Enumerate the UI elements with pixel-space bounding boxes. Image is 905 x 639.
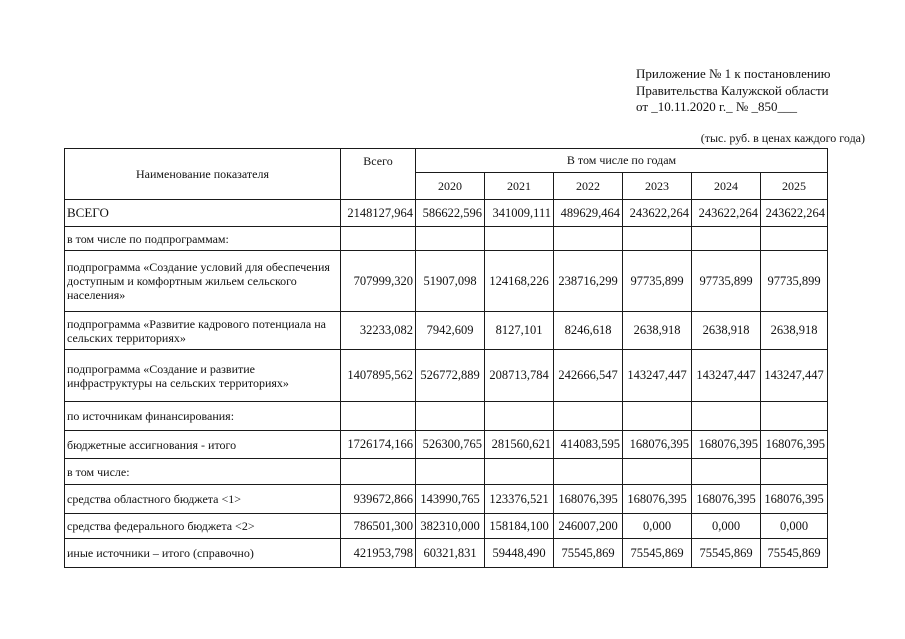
cell-year-value: 242666,547 bbox=[554, 350, 623, 402]
header-year: 2021 bbox=[485, 173, 554, 200]
cell-total: 2148127,964 bbox=[341, 200, 416, 227]
cell-year-value bbox=[692, 227, 761, 251]
table-row bbox=[65, 350, 828, 402]
header-total: Всего bbox=[341, 149, 416, 200]
header-year: 2024 bbox=[692, 173, 761, 200]
cell-year-value: 208713,784 bbox=[485, 350, 554, 402]
cell-year-value: 143247,447 bbox=[623, 350, 692, 402]
cell-year-value bbox=[623, 459, 692, 485]
row-label: в том числе: bbox=[65, 459, 341, 485]
table-row bbox=[65, 539, 828, 568]
cell-year-value: 168076,395 bbox=[761, 485, 828, 514]
cell-year-value: 168076,395 bbox=[692, 485, 761, 514]
units-note: (тыс. руб. в ценах каждого года) bbox=[700, 131, 865, 145]
cell-year-value: 7942,609 bbox=[416, 312, 485, 350]
cell-year-value: 143247,447 bbox=[692, 350, 761, 402]
cell-total: 32233,082 bbox=[341, 312, 416, 350]
cell-year-value: 526772,889 bbox=[416, 350, 485, 402]
row-label: в том числе по подпрограммам: bbox=[65, 227, 341, 251]
cell-year-value: 243622,264 bbox=[692, 200, 761, 227]
cell-year-value bbox=[761, 402, 828, 431]
cell-year-value bbox=[416, 402, 485, 431]
table-row bbox=[65, 485, 828, 514]
header-year: 2023 bbox=[623, 173, 692, 200]
header-year: 2025 bbox=[761, 173, 828, 200]
cell-year-value: 8246,618 bbox=[554, 312, 623, 350]
table-row bbox=[65, 200, 828, 227]
cell-year-value: 2638,918 bbox=[692, 312, 761, 350]
header-name: Наименование показателя bbox=[65, 149, 341, 200]
table-row bbox=[65, 514, 828, 539]
cell-year-value: 168076,395 bbox=[623, 485, 692, 514]
cell-year-value bbox=[623, 402, 692, 431]
cell-year-value: 123376,521 bbox=[485, 485, 554, 514]
table-body bbox=[65, 200, 828, 568]
cell-year-value: 243622,264 bbox=[623, 200, 692, 227]
cell-total bbox=[341, 402, 416, 431]
table-row bbox=[65, 251, 828, 312]
cell-year-value: 168076,395 bbox=[554, 485, 623, 514]
table-row bbox=[65, 402, 828, 431]
cell-year-value bbox=[761, 227, 828, 251]
cell-year-value: 0,000 bbox=[761, 514, 828, 539]
cell-year-value: 97735,899 bbox=[692, 251, 761, 312]
row-label: подпрограмма «Создание условий для обеспечения доступным и комфортным жильем сельского населения» bbox=[65, 251, 341, 312]
cell-year-value bbox=[623, 227, 692, 251]
cell-year-value bbox=[554, 459, 623, 485]
cell-year-value: 168076,395 bbox=[623, 431, 692, 459]
cell-year-value bbox=[554, 402, 623, 431]
cell-year-value: 341009,111 bbox=[485, 200, 554, 227]
row-label: по источникам финансирования: bbox=[65, 402, 341, 431]
header-year: 2020 bbox=[416, 173, 485, 200]
cell-year-value: 2638,918 bbox=[761, 312, 828, 350]
row-label: иные источники – итого (справочно) bbox=[65, 539, 341, 568]
cell-total: 1726174,166 bbox=[341, 431, 416, 459]
cell-total bbox=[341, 459, 416, 485]
row-label: подпрограмма «Создание и развитие инфраструктуры на сельских территориях» bbox=[65, 350, 341, 402]
table-row bbox=[65, 227, 828, 251]
cell-year-value: 143247,447 bbox=[761, 350, 828, 402]
cell-year-value: 97735,899 bbox=[623, 251, 692, 312]
table-row bbox=[65, 312, 828, 350]
cell-year-value: 168076,395 bbox=[761, 431, 828, 459]
budget-table bbox=[64, 148, 828, 568]
row-label: средства федерального бюджета <2> bbox=[65, 514, 341, 539]
table-row bbox=[65, 459, 828, 485]
cell-year-value: 0,000 bbox=[692, 514, 761, 539]
cell-year-value: 124168,226 bbox=[485, 251, 554, 312]
cell-year-value: 2638,918 bbox=[623, 312, 692, 350]
cell-year-value: 586622,596 bbox=[416, 200, 485, 227]
appendix-line-3: от _10.11.2020 г._ № _850___ bbox=[636, 99, 798, 114]
table-header bbox=[65, 149, 828, 200]
cell-total: 421953,798 bbox=[341, 539, 416, 568]
cell-year-value bbox=[692, 459, 761, 485]
cell-year-value: 59448,490 bbox=[485, 539, 554, 568]
cell-year-value: 75545,869 bbox=[623, 539, 692, 568]
table-row bbox=[65, 431, 828, 459]
header-by-years: В том числе по годам bbox=[416, 149, 828, 173]
appendix-header bbox=[636, 66, 898, 116]
cell-total bbox=[341, 227, 416, 251]
header-year: 2022 bbox=[554, 173, 623, 200]
appendix-line-2: Правительства Калужской области bbox=[636, 82, 829, 98]
cell-year-value bbox=[485, 402, 554, 431]
cell-year-value bbox=[416, 227, 485, 251]
cell-total: 939672,866 bbox=[341, 485, 416, 514]
row-label: бюджетные ассигнования - итого bbox=[65, 431, 341, 459]
cell-year-value: 246007,200 bbox=[554, 514, 623, 539]
cell-year-value bbox=[485, 227, 554, 251]
cell-total: 786501,300 bbox=[341, 514, 416, 539]
cell-year-value bbox=[761, 459, 828, 485]
cell-year-value: 75545,869 bbox=[554, 539, 623, 568]
appendix-line-1: Приложение № 1 к постановлению bbox=[636, 66, 831, 81]
cell-year-value bbox=[554, 227, 623, 251]
cell-year-value: 168076,395 bbox=[692, 431, 761, 459]
cell-year-value: 51907,098 bbox=[416, 251, 485, 312]
cell-year-value: 8127,101 bbox=[485, 312, 554, 350]
cell-year-value: 60321,831 bbox=[416, 539, 485, 568]
cell-year-value bbox=[485, 459, 554, 485]
cell-year-value: 526300,765 bbox=[416, 431, 485, 459]
row-label: подпрограмма «Развитие кадрового потенциала на сельских территориях» bbox=[65, 312, 341, 350]
cell-year-value: 143990,765 bbox=[416, 485, 485, 514]
cell-year-value: 281560,621 bbox=[485, 431, 554, 459]
cell-year-value: 414083,595 bbox=[554, 431, 623, 459]
cell-year-value: 75545,869 bbox=[692, 539, 761, 568]
cell-year-value: 97735,899 bbox=[761, 251, 828, 312]
cell-year-value: 75545,869 bbox=[761, 539, 828, 568]
cell-year-value bbox=[416, 459, 485, 485]
cell-year-value bbox=[692, 402, 761, 431]
cell-total: 707999,320 bbox=[341, 251, 416, 312]
cell-year-value: 158184,100 bbox=[485, 514, 554, 539]
cell-year-value: 382310,000 bbox=[416, 514, 485, 539]
cell-total: 1407895,562 bbox=[341, 350, 416, 402]
row-label: ВСЕГО bbox=[65, 200, 341, 227]
cell-year-value: 238716,299 bbox=[554, 251, 623, 312]
cell-year-value: 243622,264 bbox=[761, 200, 828, 227]
row-label: средства областного бюджета <1> bbox=[65, 485, 341, 514]
cell-year-value: 489629,464 bbox=[554, 200, 623, 227]
cell-year-value: 0,000 bbox=[623, 514, 692, 539]
